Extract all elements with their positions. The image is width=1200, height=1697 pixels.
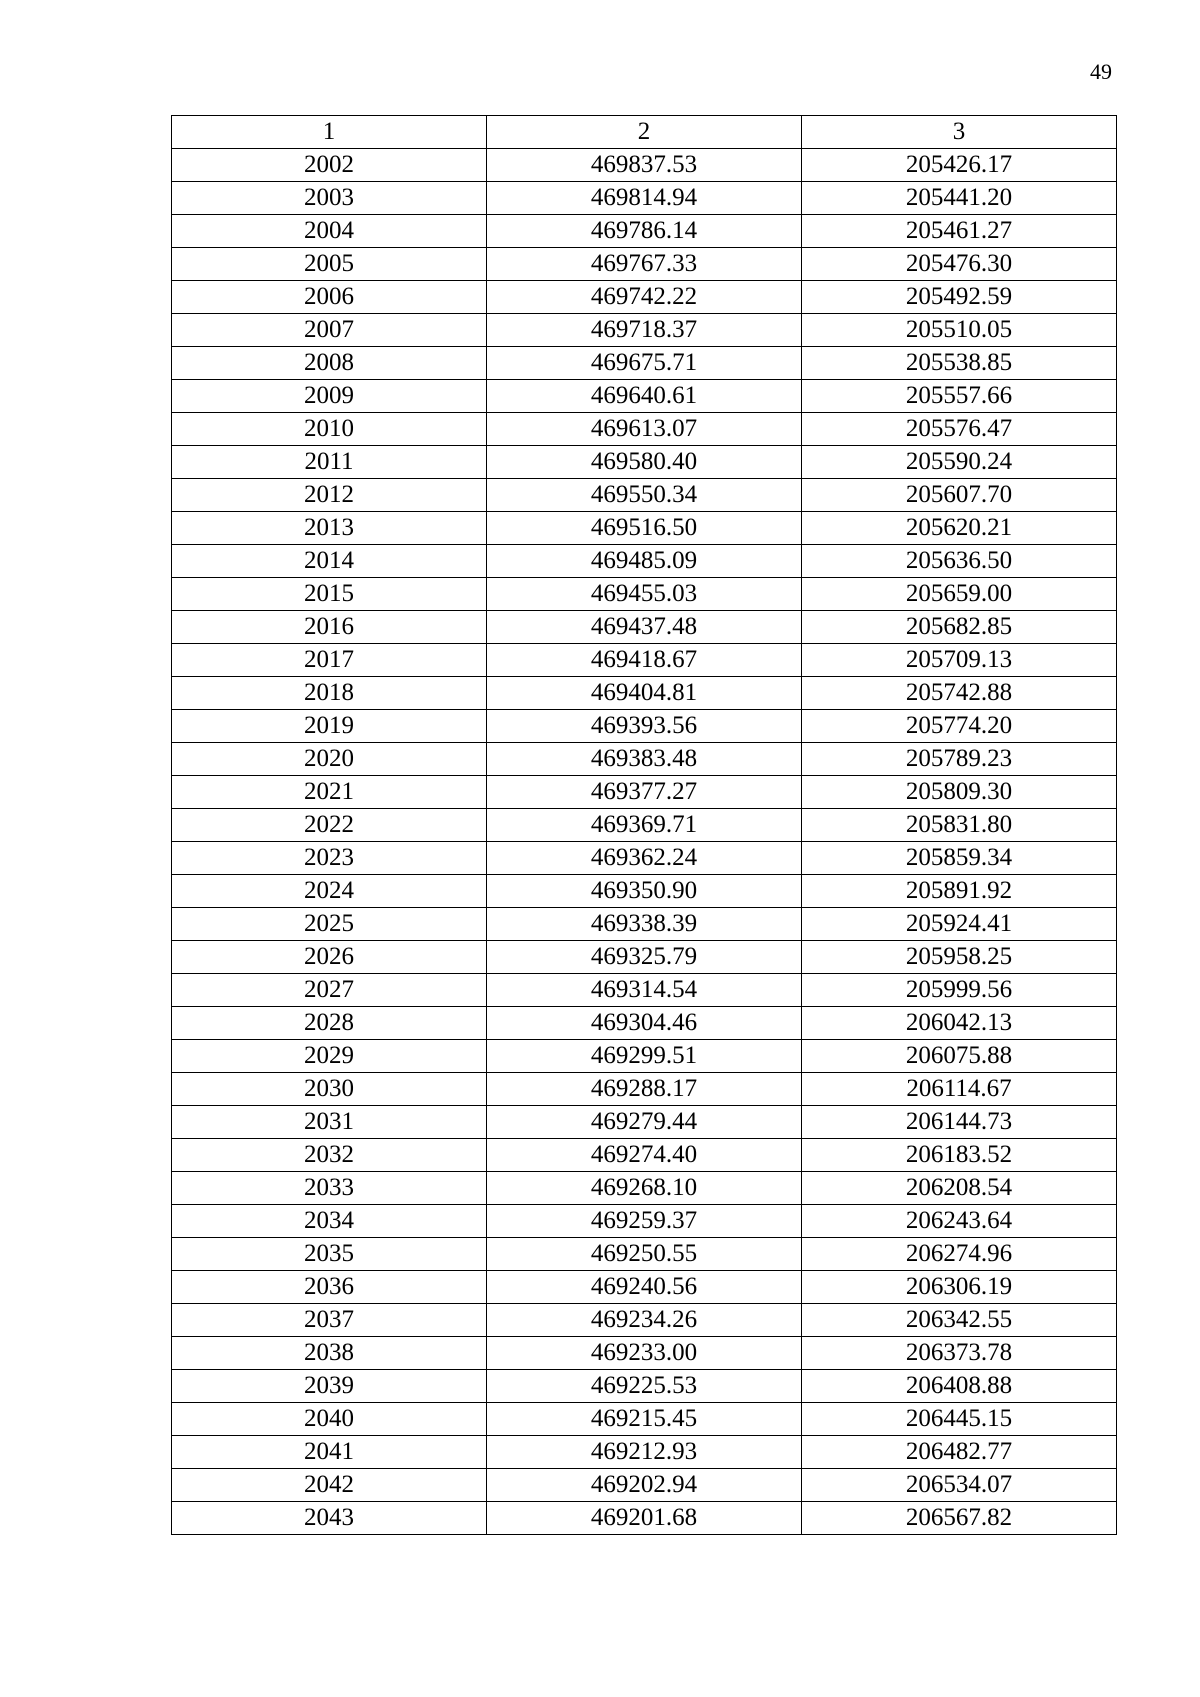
column-header: 2 xyxy=(487,116,802,149)
table-cell: 469675.71 xyxy=(487,347,802,380)
table-cell: 469233.00 xyxy=(487,1337,802,1370)
table-row xyxy=(172,1040,1117,1073)
table-cell: 2010 xyxy=(172,413,487,446)
table-cell: 469767.33 xyxy=(487,248,802,281)
table-cell: 205557.66 xyxy=(802,380,1117,413)
table-row xyxy=(172,1304,1117,1337)
table-cell: 2037 xyxy=(172,1304,487,1337)
table-cell: 469299.51 xyxy=(487,1040,802,1073)
table-body xyxy=(172,149,1117,1535)
table-row xyxy=(172,908,1117,941)
table-cell: 2043 xyxy=(172,1502,487,1535)
table-cell: 469225.53 xyxy=(487,1370,802,1403)
table-cell: 2014 xyxy=(172,545,487,578)
table-cell: 2013 xyxy=(172,512,487,545)
table-row xyxy=(172,314,1117,347)
table-row xyxy=(172,1073,1117,1106)
table-cell: 2016 xyxy=(172,611,487,644)
table-row xyxy=(172,182,1117,215)
table-cell: 206373.78 xyxy=(802,1337,1117,1370)
table-cell: 469613.07 xyxy=(487,413,802,446)
table-header-row xyxy=(172,116,1117,149)
table-cell: 206567.82 xyxy=(802,1502,1117,1535)
table-cell: 469304.46 xyxy=(487,1007,802,1040)
table-cell: 2025 xyxy=(172,908,487,941)
table-cell: 469350.90 xyxy=(487,875,802,908)
table-cell: 469640.61 xyxy=(487,380,802,413)
table-row xyxy=(172,1271,1117,1304)
table-cell: 2027 xyxy=(172,974,487,1007)
table-cell: 469418.67 xyxy=(487,644,802,677)
table-cell: 469325.79 xyxy=(487,941,802,974)
column-header: 1 xyxy=(172,116,487,149)
table-cell: 469377.27 xyxy=(487,776,802,809)
table-cell: 469234.26 xyxy=(487,1304,802,1337)
table-cell: 205659.00 xyxy=(802,578,1117,611)
table-row xyxy=(172,941,1117,974)
table-cell: 206114.67 xyxy=(802,1073,1117,1106)
table-cell: 2034 xyxy=(172,1205,487,1238)
table-cell: 205891.92 xyxy=(802,875,1117,908)
table-cell: 469742.22 xyxy=(487,281,802,314)
table-cell: 205538.85 xyxy=(802,347,1117,380)
table-cell: 469338.39 xyxy=(487,908,802,941)
table-row xyxy=(172,875,1117,908)
table-cell: 206482.77 xyxy=(802,1436,1117,1469)
table-cell: 206144.73 xyxy=(802,1106,1117,1139)
table-row xyxy=(172,545,1117,578)
table-cell: 2026 xyxy=(172,941,487,974)
table-cell: 2017 xyxy=(172,644,487,677)
table-cell: 469240.56 xyxy=(487,1271,802,1304)
table-row xyxy=(172,1139,1117,1172)
table-cell: 2009 xyxy=(172,380,487,413)
table-cell: 2022 xyxy=(172,809,487,842)
table-cell: 206534.07 xyxy=(802,1469,1117,1502)
table-cell: 469814.94 xyxy=(487,182,802,215)
table-cell: 2012 xyxy=(172,479,487,512)
table-cell: 469837.53 xyxy=(487,149,802,182)
table-row xyxy=(172,644,1117,677)
table-row xyxy=(172,974,1117,1007)
table-cell: 469279.44 xyxy=(487,1106,802,1139)
table-row xyxy=(172,512,1117,545)
table-row xyxy=(172,611,1117,644)
table-cell: 205774.20 xyxy=(802,710,1117,743)
table-cell: 205607.70 xyxy=(802,479,1117,512)
table-cell: 205576.47 xyxy=(802,413,1117,446)
table-cell: 469288.17 xyxy=(487,1073,802,1106)
table-row xyxy=(172,776,1117,809)
table-row xyxy=(172,380,1117,413)
table-cell: 2038 xyxy=(172,1337,487,1370)
table-cell: 205859.34 xyxy=(802,842,1117,875)
table-cell: 2033 xyxy=(172,1172,487,1205)
table-cell: 469455.03 xyxy=(487,578,802,611)
table-row xyxy=(172,1172,1117,1205)
table-row xyxy=(172,1469,1117,1502)
table-row xyxy=(172,1205,1117,1238)
table-cell: 205590.24 xyxy=(802,446,1117,479)
table-cell: 469202.94 xyxy=(487,1469,802,1502)
table-cell: 205682.85 xyxy=(802,611,1117,644)
table-cell: 2008 xyxy=(172,347,487,380)
table-cell: 2029 xyxy=(172,1040,487,1073)
table-row xyxy=(172,347,1117,380)
table-cell: 205441.20 xyxy=(802,182,1117,215)
table-row xyxy=(172,1436,1117,1469)
table-cell: 206183.52 xyxy=(802,1139,1117,1172)
table-cell: 2023 xyxy=(172,842,487,875)
table-cell: 205620.21 xyxy=(802,512,1117,545)
table-cell: 469314.54 xyxy=(487,974,802,1007)
table-cell: 2030 xyxy=(172,1073,487,1106)
table-cell: 2015 xyxy=(172,578,487,611)
table-cell: 2019 xyxy=(172,710,487,743)
table-cell: 469404.81 xyxy=(487,677,802,710)
table-cell: 2020 xyxy=(172,743,487,776)
table-row xyxy=(172,1337,1117,1370)
page-number: 49 xyxy=(1090,59,1112,84)
table-cell: 2003 xyxy=(172,182,487,215)
table-cell: 205809.30 xyxy=(802,776,1117,809)
table-cell: 469215.45 xyxy=(487,1403,802,1436)
table-cell: 2024 xyxy=(172,875,487,908)
table-cell: 2040 xyxy=(172,1403,487,1436)
table-cell: 469259.37 xyxy=(487,1205,802,1238)
table-row xyxy=(172,1106,1117,1139)
table-row xyxy=(172,1502,1117,1535)
table-cell: 205426.17 xyxy=(802,149,1117,182)
table-cell: 469485.09 xyxy=(487,545,802,578)
table-row xyxy=(172,842,1117,875)
table-row xyxy=(172,1370,1117,1403)
table-cell: 2011 xyxy=(172,446,487,479)
coordinates-table xyxy=(171,115,1117,1535)
table-cell: 205999.56 xyxy=(802,974,1117,1007)
table-cell: 2041 xyxy=(172,1436,487,1469)
table-cell: 2031 xyxy=(172,1106,487,1139)
table-row xyxy=(172,446,1117,479)
table-cell: 2005 xyxy=(172,248,487,281)
table-cell: 2042 xyxy=(172,1469,487,1502)
table-row xyxy=(172,710,1117,743)
table-cell: 469580.40 xyxy=(487,446,802,479)
table-cell: 205789.23 xyxy=(802,743,1117,776)
table-cell: 205924.41 xyxy=(802,908,1117,941)
table-cell: 469362.24 xyxy=(487,842,802,875)
table-cell: 2006 xyxy=(172,281,487,314)
table-cell: 206408.88 xyxy=(802,1370,1117,1403)
table-row xyxy=(172,281,1117,314)
table-cell: 469274.40 xyxy=(487,1139,802,1172)
table-row xyxy=(172,743,1117,776)
table-cell: 2028 xyxy=(172,1007,487,1040)
table-cell: 206208.54 xyxy=(802,1172,1117,1205)
table-row xyxy=(172,578,1117,611)
table-cell: 205476.30 xyxy=(802,248,1117,281)
table-cell: 206274.96 xyxy=(802,1238,1117,1271)
table-row xyxy=(172,479,1117,512)
table-row xyxy=(172,413,1117,446)
table-cell: 205709.13 xyxy=(802,644,1117,677)
table-cell: 2021 xyxy=(172,776,487,809)
table-cell: 2007 xyxy=(172,314,487,347)
table-cell: 206243.64 xyxy=(802,1205,1117,1238)
table-cell: 2018 xyxy=(172,677,487,710)
table-row xyxy=(172,1403,1117,1436)
table-cell: 2004 xyxy=(172,215,487,248)
table-cell: 469718.37 xyxy=(487,314,802,347)
table-row xyxy=(172,149,1117,182)
table-cell: 206445.15 xyxy=(802,1403,1117,1436)
table-cell: 206306.19 xyxy=(802,1271,1117,1304)
table-row xyxy=(172,1007,1117,1040)
table-cell: 2035 xyxy=(172,1238,487,1271)
column-header: 3 xyxy=(802,116,1117,149)
table-cell: 469201.68 xyxy=(487,1502,802,1535)
table-row xyxy=(172,809,1117,842)
table-cell: 469393.56 xyxy=(487,710,802,743)
table-cell: 469437.48 xyxy=(487,611,802,644)
table-cell: 205510.05 xyxy=(802,314,1117,347)
table-row xyxy=(172,1238,1117,1271)
table-cell: 206342.55 xyxy=(802,1304,1117,1337)
table-row xyxy=(172,248,1117,281)
table-row xyxy=(172,677,1117,710)
table-cell: 469212.93 xyxy=(487,1436,802,1469)
table-cell: 205958.25 xyxy=(802,941,1117,974)
table-cell: 205831.80 xyxy=(802,809,1117,842)
table-cell: 206075.88 xyxy=(802,1040,1117,1073)
table-cell: 205461.27 xyxy=(802,215,1117,248)
table-cell: 205742.88 xyxy=(802,677,1117,710)
table-cell: 2039 xyxy=(172,1370,487,1403)
table-cell: 469786.14 xyxy=(487,215,802,248)
table-cell: 2002 xyxy=(172,149,487,182)
table-cell: 469250.55 xyxy=(487,1238,802,1271)
table-cell: 205492.59 xyxy=(802,281,1117,314)
table-cell: 469550.34 xyxy=(487,479,802,512)
table-cell: 469516.50 xyxy=(487,512,802,545)
table-cell: 206042.13 xyxy=(802,1007,1117,1040)
table-cell: 469369.71 xyxy=(487,809,802,842)
table-cell: 469383.48 xyxy=(487,743,802,776)
table-row xyxy=(172,215,1117,248)
table-cell: 2036 xyxy=(172,1271,487,1304)
table-cell: 469268.10 xyxy=(487,1172,802,1205)
table-cell: 205636.50 xyxy=(802,545,1117,578)
table-cell: 2032 xyxy=(172,1139,487,1172)
